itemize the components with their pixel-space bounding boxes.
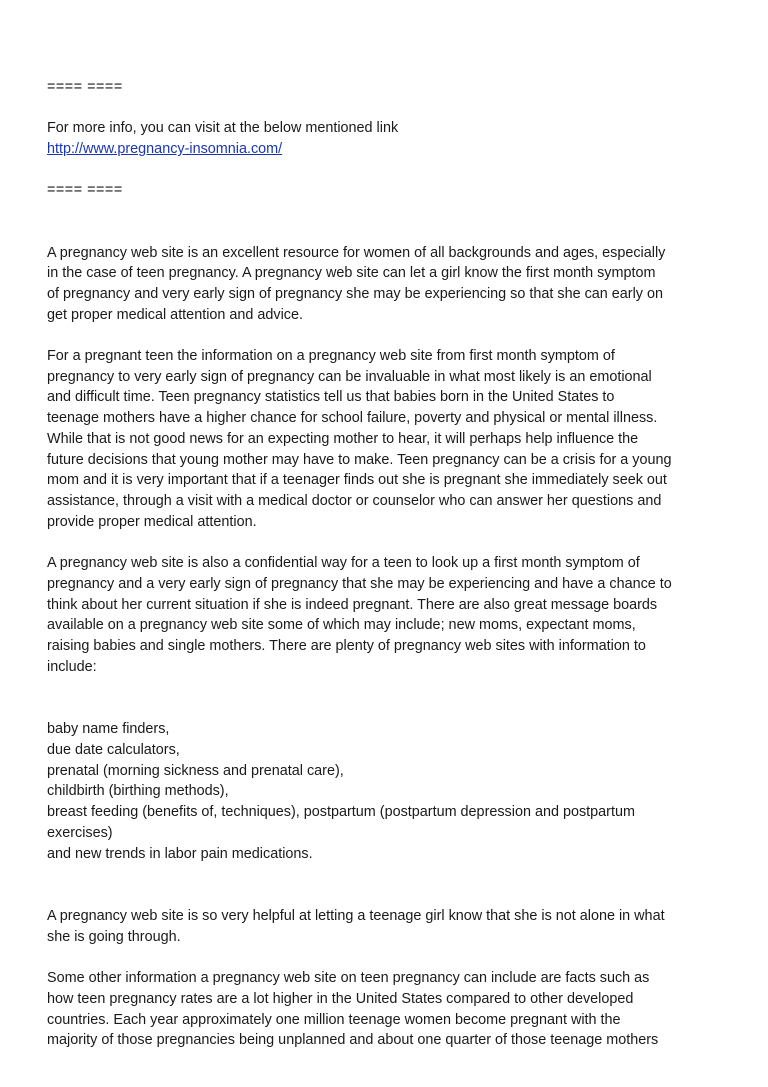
spacer bbox=[47, 864, 727, 906]
paragraph-line: Some other information a pregnancy web site on teen pregnancy can include are facts such as bbox=[47, 970, 650, 987]
list-item: prenatal (morning sickness and prenatal care), bbox=[47, 762, 344, 779]
list-item: due date calculators, bbox=[47, 742, 180, 759]
paragraph-line: provide proper medical attention. bbox=[47, 513, 257, 530]
paragraph-confidential bbox=[47, 553, 727, 677]
spacer bbox=[47, 160, 727, 181]
list-item: exercises) bbox=[47, 824, 113, 841]
paragraph-line: available on a pregnancy web site some of which may include; new moms, expectant moms, bbox=[47, 617, 636, 634]
paragraph-intro bbox=[47, 243, 727, 326]
list-item: and new trends in labor pain medications. bbox=[47, 845, 313, 862]
paragraph-line: she is going through. bbox=[47, 928, 181, 945]
list-item: baby name finders, bbox=[47, 721, 170, 738]
paragraph-line: future decisions that young mother may have to make. Teen pregnancy can be a crisis for a young bbox=[47, 451, 672, 468]
paragraph-line: countries. Each year approximately one million teenage women become pregnant with the bbox=[47, 1011, 621, 1028]
paragraph-line: A pregnancy web site is so very helpful at letting a teenage girl know that she is not alone in what bbox=[47, 908, 665, 925]
paragraph-line: A pregnancy web site is also a confidential way for a teen to look up a first month symptom of bbox=[47, 555, 640, 572]
paragraph-line: teenage mothers have a higher chance for school failure, poverty and physical or mental illness. bbox=[47, 410, 658, 427]
paragraph-line: get proper medical attention and advice. bbox=[47, 306, 303, 323]
paragraph-line: assistance, through a visit with a medical doctor or counselor who can answer her questions and bbox=[47, 493, 662, 509]
info-link-line bbox=[47, 139, 727, 160]
document-page bbox=[47, 77, 727, 1051]
paragraph-line: and difficult time. Teen pregnancy statistics tell us that babies born in the United States to bbox=[47, 389, 615, 406]
paragraph-line: pregnancy to very early sign of pregnancy can be invaluable in what most likely is an emotional bbox=[47, 368, 652, 385]
list-item: breast feeding (benefits of, techniques), postpartum (postpartum depression and postpartum bbox=[47, 804, 635, 821]
paragraph-line: pregnancy and a very early sign of pregnancy that she may be experiencing and have a chance to bbox=[47, 575, 672, 592]
paragraph-line: mom and it is very important that if a teenager finds out she is pregnant she immediately seek out bbox=[47, 472, 667, 489]
pregnancy-insomnia-link[interactable]: http://www.pregnancy-insomnia.com/ bbox=[47, 141, 283, 158]
paragraph-pregnant-teen bbox=[47, 346, 727, 532]
spacer bbox=[47, 948, 727, 969]
paragraph-line: majority of those pregnancies being unplanned and about one quarter of those teenage mothers bbox=[47, 1032, 659, 1049]
paragraph-line: in the case of teen pregnancy. A pregnancy web site can let a girl know the first month symptom bbox=[47, 265, 656, 282]
paragraph-line: A pregnancy web site is an excellent resource for women of all backgrounds and ages, especially bbox=[47, 244, 666, 261]
paragraph-line: raising babies and single mothers. There are plenty of pregnancy web sites with information to bbox=[47, 637, 646, 654]
paragraph-line: of pregnancy and very early sign of pregnancy she may be experiencing so that she can early on bbox=[47, 285, 663, 302]
paragraph-line: For a pregnant teen the information on a pregnancy web site from first month symptom of bbox=[47, 348, 615, 365]
list-item: childbirth (birthing methods), bbox=[47, 783, 229, 800]
paragraph-not-alone bbox=[47, 906, 727, 947]
spacer bbox=[47, 98, 727, 119]
spacer bbox=[47, 325, 727, 346]
separator-top: ==== ==== bbox=[47, 79, 123, 95]
paragraph-statistics bbox=[47, 968, 727, 1051]
spacer bbox=[47, 201, 727, 242]
separator-bottom: ==== ==== bbox=[47, 182, 123, 199]
paragraph-line: include: bbox=[47, 658, 97, 675]
spacer bbox=[47, 677, 727, 719]
spacer bbox=[47, 532, 727, 553]
resource-list bbox=[47, 719, 727, 864]
info-text: For more info, you can visit at the below mentioned link bbox=[47, 120, 399, 137]
paragraph-line: While that is not good news for an expecting mother to hear, it will perhaps help influence the bbox=[47, 430, 639, 447]
paragraph-line: think about her current situation if she is indeed pregnant. There are also great message boards bbox=[47, 596, 658, 613]
paragraph-line: how teen pregnancy rates are a lot higher in the United States compared to other developed bbox=[47, 991, 634, 1008]
